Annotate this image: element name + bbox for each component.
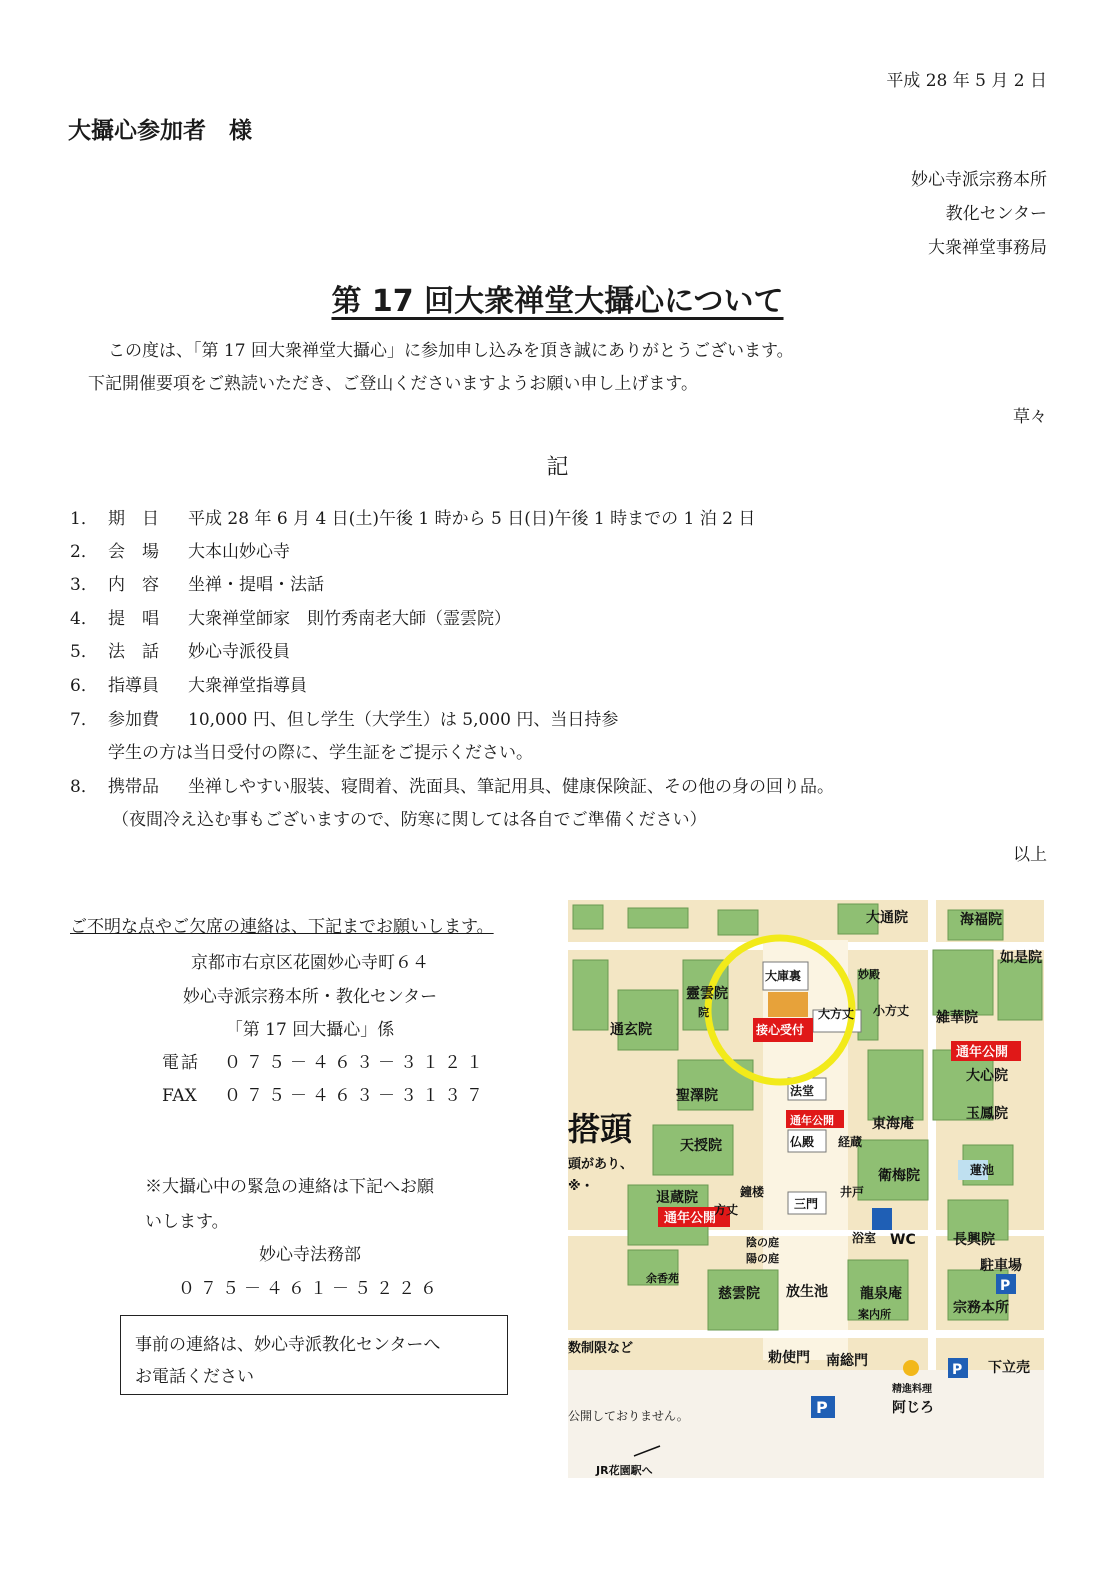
item-text: 大衆禅堂指導員 <box>188 676 307 696</box>
map-label: 長興院 <box>953 1232 995 1248</box>
map-label: 大通院 <box>866 910 908 926</box>
map-label: 陽の庭 <box>746 1252 779 1265</box>
notice-line-2: お電話ください <box>135 1367 254 1387</box>
map-label: 大心院 <box>966 1068 1008 1084</box>
map-label: 慈雲院 <box>718 1286 760 1302</box>
emergency-tel: ０７５－４６１－５２２６ <box>178 1279 442 1299</box>
item-text: 大本山妙心寺 <box>188 542 290 562</box>
map-label: 蓮池 <box>970 1163 995 1177</box>
map-label: 浴室 <box>852 1231 877 1245</box>
map-temple-roof <box>768 992 808 1017</box>
closing-sousou: 草々 <box>1013 407 1047 427</box>
map-label: ※・ <box>568 1179 594 1194</box>
map-label: 如是院 <box>1000 950 1042 966</box>
document-date: 平成 28 年 5 月 2 日 <box>886 71 1047 91</box>
map-label: 頭があり、 <box>568 1157 634 1172</box>
item-no: 6． <box>70 676 98 696</box>
item-text: 10,000 円、但し学生（大学生）は 5,000 円、当日持参 <box>188 710 619 730</box>
map-label: 三門 <box>794 1197 819 1211</box>
contact-tel <box>162 1048 488 1073</box>
map-street-area <box>568 1370 1044 1478</box>
map-building <box>618 990 678 1050</box>
map-label: 海福院 <box>960 912 1002 928</box>
item-1 <box>70 504 755 529</box>
emergency-line-1: ※大攝心中の緊急の連絡は下記へお願 <box>145 1177 434 1197</box>
map-building <box>933 950 993 1015</box>
map-label: 玉鳳院 <box>966 1106 1008 1122</box>
map-label: 駐車場 <box>980 1258 1022 1274</box>
tel-number: ０７５－４６３－３１２１ <box>224 1053 488 1073</box>
map-label: 数制限など <box>568 1341 634 1356</box>
map-road <box>568 1330 1044 1338</box>
item-no: 4． <box>70 609 98 629</box>
parking-label: P <box>952 1362 963 1378</box>
map-label: 院 <box>698 1006 709 1019</box>
parking-label: P <box>816 1398 828 1417</box>
map-label: 龍泉庵 <box>860 1286 902 1302</box>
item-no: 2． <box>70 542 98 562</box>
map-label: 雑華院 <box>936 1010 978 1026</box>
intro-line-1: この度は、「第 17 回大衆禅堂大攝心」に参加申し込みを頂き誠にありがとうございます。 <box>108 341 794 361</box>
map-label: 鐘楼 <box>740 1185 765 1199</box>
map-label: 妙殿 <box>858 968 880 981</box>
sender-line-2: 教化センター <box>945 204 1047 224</box>
map-label: 通玄院 <box>610 1022 652 1038</box>
map-building <box>628 908 688 928</box>
sender-line-1: 妙心寺派宗務本所 <box>911 170 1047 190</box>
map-label-public: 通年公開 <box>956 1045 1009 1060</box>
map-label: 南総門 <box>826 1353 868 1369</box>
map-label: 靈雲院 <box>686 986 728 1002</box>
item-label: 会 場 <box>108 542 159 562</box>
map-label: 余香苑 <box>646 1272 679 1285</box>
contact-heading: ご不明な点やご欠席の連絡は、下記までお願いします。 <box>70 917 494 937</box>
item-label: 指導員 <box>108 676 159 696</box>
temple-map <box>568 900 1044 1478</box>
item-6 <box>70 671 307 696</box>
addressee: 大攝心参加者 様 <box>68 118 252 144</box>
map-label: 衛梅院 <box>878 1168 920 1184</box>
map-label-public: 通年公開 <box>790 1114 834 1127</box>
map-building <box>718 910 758 935</box>
document-title <box>0 276 1115 320</box>
map-label: 仏殿 <box>790 1135 815 1149</box>
map-label: 聖澤院 <box>676 1088 718 1104</box>
closing-ijo: 以上 <box>1013 845 1047 865</box>
item-label: 提 唱 <box>108 609 159 629</box>
map-label: 小方丈 <box>873 1004 910 1018</box>
item-8-note: （夜間冷え込む事もございますので、防寒に関しては各自でご準備ください） <box>112 810 707 830</box>
map-label: 下立売 <box>988 1360 1030 1376</box>
fax-number: ０７５－４６３－３１３７ <box>224 1086 488 1106</box>
map-wc-icon <box>872 1208 892 1230</box>
item-7-note: 学生の方は当日受付の際に、学生証をご提示ください。 <box>108 743 533 763</box>
map-label: 宗務本所 <box>953 1300 1009 1316</box>
map-label: 天授院 <box>680 1138 722 1154</box>
item-text: 平成 28 年 6 月 4 日(土)午後 1 時から 5 日(日)午後 1 時までの 1 泊 2 日 <box>188 509 756 529</box>
item-text: 坐禅しやすい服装、寝間着、洗面具、筆記用具、健康保険証、その他の身の回り品。 <box>188 777 834 797</box>
map-label-public: 通年公開 <box>664 1211 717 1226</box>
map-label: 大庫裏 <box>765 969 802 983</box>
item-7 <box>70 705 618 730</box>
map-label-large: 搭頭 <box>568 1110 633 1148</box>
emergency-dept: 妙心寺法務部 <box>259 1245 361 1265</box>
map-label: WC <box>890 1232 916 1248</box>
map-building <box>573 960 608 1030</box>
contact-office: 妙心寺派宗務本所・教化センター <box>182 987 438 1007</box>
item-4 <box>70 604 511 629</box>
item-3 <box>70 570 324 595</box>
item-label: 期 日 <box>108 509 159 529</box>
item-no: 8． <box>70 777 98 797</box>
item-no: 7． <box>70 710 98 730</box>
item-label: 内 容 <box>108 575 159 595</box>
map-label: 東海庵 <box>872 1116 914 1132</box>
temple-map-svg <box>568 900 1044 1478</box>
fax-label: FAX <box>162 1086 197 1106</box>
map-building <box>998 960 1042 1020</box>
item-label: 法 話 <box>108 642 159 662</box>
item-text: 坐禅・提唱・法話 <box>188 575 324 595</box>
item-text: 大衆禅堂師家 則竹秀南老大師（霊雲院） <box>188 609 511 629</box>
map-label: 退蔵院 <box>656 1190 698 1206</box>
map-restaurant-dot <box>903 1360 919 1376</box>
item-no: 5． <box>70 642 98 662</box>
tel-label: 電話 <box>162 1053 200 1073</box>
parking-label: P <box>1000 1278 1011 1294</box>
item-8 <box>70 772 834 797</box>
map-label: 放生池 <box>786 1284 828 1300</box>
notice-box <box>120 1315 508 1395</box>
item-text: 妙心寺派役員 <box>188 642 290 662</box>
item-no: 3． <box>70 575 98 595</box>
sender-line-3: 大衆禅堂事務局 <box>928 238 1047 258</box>
emergency-line-2: いします。 <box>145 1212 229 1232</box>
item-2 <box>70 537 290 562</box>
item-label: 参加費 <box>108 710 159 730</box>
map-building <box>573 905 603 929</box>
map-label: 陰の庭 <box>746 1236 779 1249</box>
item-5 <box>70 637 290 662</box>
document-title-text: 第 17 回大衆禅堂大攝心について <box>331 284 784 319</box>
map-label: JR花園駅へ <box>596 1464 653 1477</box>
map-label: 方丈 <box>714 1203 739 1217</box>
map-building <box>868 1050 923 1120</box>
contact-address: 京都市右京区花園妙心寺町６４ <box>191 953 429 973</box>
map-label: 阿じろ <box>892 1400 934 1416</box>
map-label: 公開しておりません。 <box>568 1409 689 1423</box>
map-label: 井戸 <box>840 1185 865 1199</box>
notice-line-1: 事前の連絡は、妙心寺派教化センターへ <box>135 1335 441 1355</box>
map-label: 法堂 <box>790 1084 815 1098</box>
item-no: 1． <box>70 509 98 529</box>
map-label: 経蔵 <box>838 1135 863 1149</box>
contact-fax <box>162 1081 488 1106</box>
map-label: 案内所 <box>858 1308 891 1321</box>
map-label: 大方丈 <box>818 1007 855 1021</box>
map-label: 精進料理 <box>892 1384 932 1395</box>
contact-section: 「第 17 回大攝心」係 <box>225 1020 395 1040</box>
intro-line-2: 下記開催要項をご熟読いただき、ご登山くださいますようお願い申し上げます。 <box>88 374 698 394</box>
item-label: 携帯品 <box>108 777 159 797</box>
ki-heading: 記 <box>546 455 569 480</box>
map-label: 勅使門 <box>768 1350 810 1366</box>
map-label-reception: 接心受付 <box>756 1023 805 1037</box>
